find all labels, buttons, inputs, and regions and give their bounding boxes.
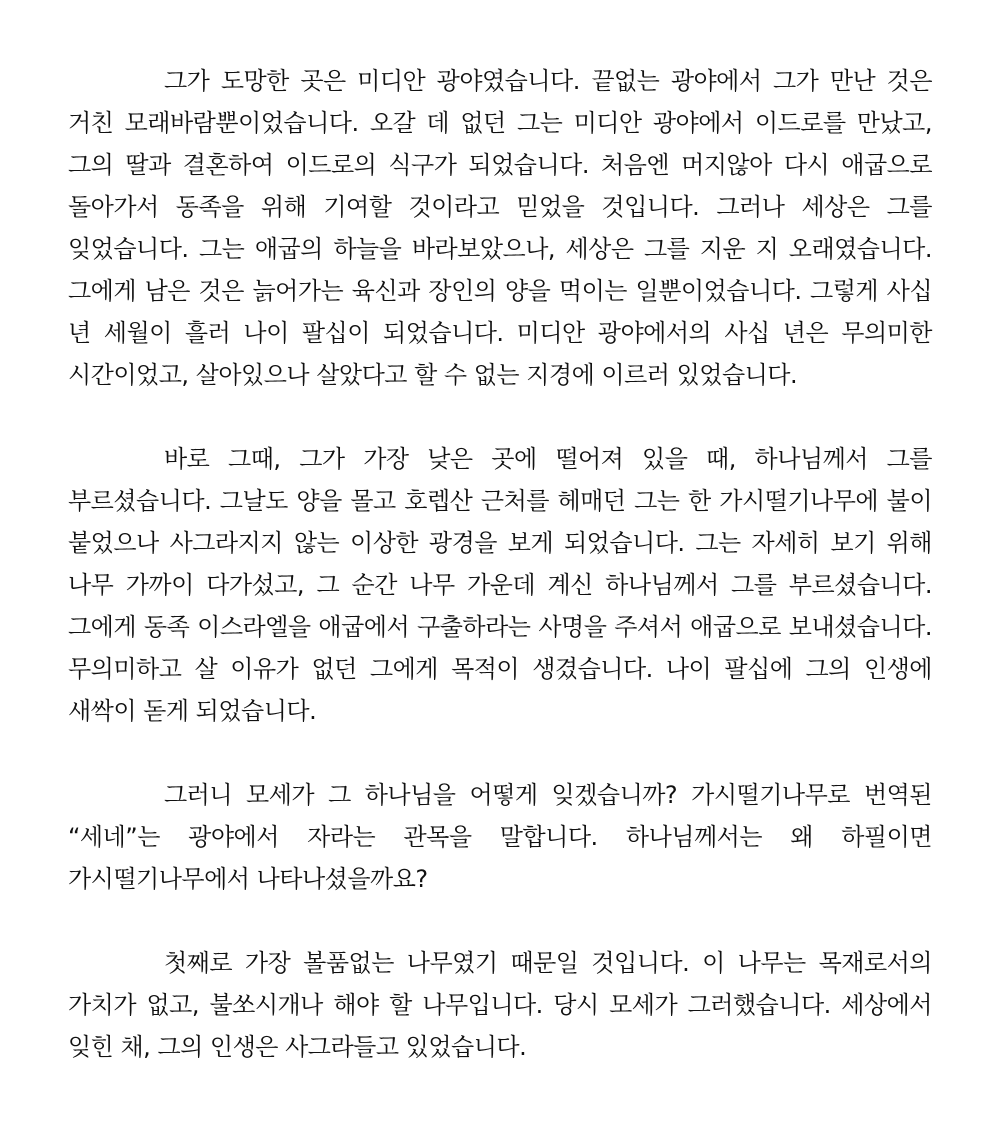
paragraph-3: 그러니 모세가 그 하나님을 어떻게 잊겠습니까? 가시떨기나무로 번역된 “세네”는 광야에서 자라는 관목을 말합니다. 하나님께서는 왜 하필이면 가시떨기나무에서 나타나셨을까요? [68, 781, 932, 893]
paragraph-2: 바로 그때, 그가 가장 낮은 곳에 떨어져 있을 때, 하나님께서 그를 부르셨습니다. 그날도 양을 몰고 호렙산 근처를 헤매던 그는 한 가시떨기나무에 불이 붙었으나 사그라지지 않는 이상한 광경을 보게 되었습니다. 그는 자세히 보기 위해 나무 가까이 다가섰고, 그 순간 나무 가운데 계신 하나님께서 그를 부르셨습니다. 그에게 동족 이스라엘을 애굽에서 구출하라는 사명을 주셔서 애굽으로 보내셨습니다. 무의미하고 살 이유가 없던 그에게 목적이 생겼습니다. 나이 팔십에 그의 인생에 새싹이 돋게 되었습니다. [68, 445, 932, 725]
paragraph-1: 그가 도망한 곳은 미디안 광야였습니다. 끝없는 광야에서 그가 만난 것은 거친 모래바람뿐이었습니다. 오갈 데 없던 그는 미디안 광야에서 이드로를 만났고, 그의 딸과 결혼하여 이드로의 식구가 되었습니다. 처음엔 머지않아 다시 애굽으로 돌아가서 동족을 위해 기여할 것이라고 믿었을 것입니다. 그러나 세상은 그를 잊었습니다. 그는 애굽의 하늘을 바라보았으나, 세상은 그를 지운 지 오래였습니다. 그에게 남은 것은 늙어가는 육신과 장인의 양을 먹이는 일뿐이었습니다. 그렇게 사십 년 세월이 흘러 나이 팔십이 되었습니다. 미디안 광야에서의 사십 년은 무의미한 시간이었고, 살아있으나 살았다고 할 수 없는 지경에 이르러 있었습니다. [68, 67, 932, 389]
document-body [68, 60, 932, 1068]
paragraph-4: 첫째로 가장 볼품없는 나무였기 때문일 것입니다. 이 나무는 목재로서의 가치가 없고, 불쏘시개나 해야 할 나무입니다. 당시 모세가 그러했습니다. 세상에서 잊힌 채, 그의 인생은 사그라들고 있었습니다. [68, 949, 932, 1061]
